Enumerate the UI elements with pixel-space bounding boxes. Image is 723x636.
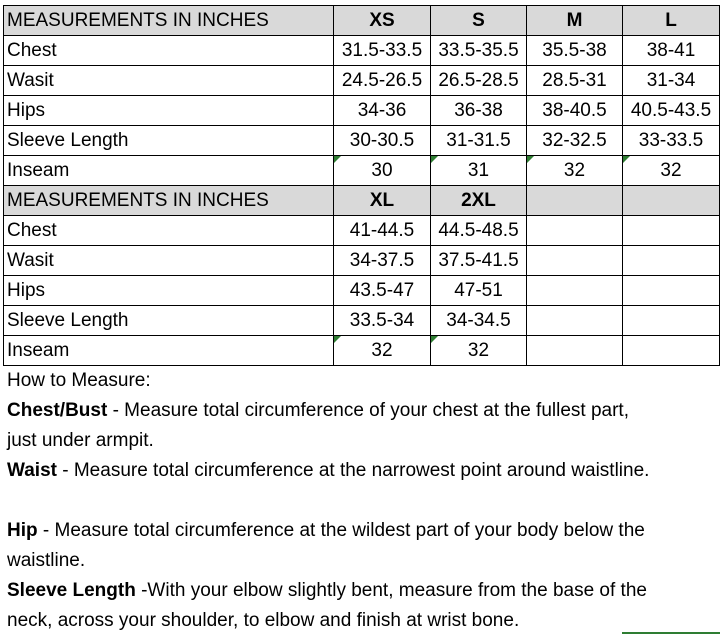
measurements-header: MEASUREMENTS IN INCHES <box>4 6 334 36</box>
cell-value <box>623 276 720 306</box>
size-header-s: S <box>431 6 527 36</box>
guide-term: Hip <box>7 520 38 541</box>
cell-value: 32 <box>334 336 431 366</box>
row-label: Inseam <box>4 156 334 186</box>
size-header-row <box>4 6 720 36</box>
row-label: Sleeve Length <box>4 306 334 336</box>
cell-value: 40.5-43.5 <box>623 96 720 126</box>
guide-chest-cont: just under armpit. <box>7 430 154 451</box>
size-header-xl: XL <box>334 186 431 216</box>
number-as-text-marker-icon <box>431 156 438 163</box>
cell-value: 31.5-33.5 <box>334 36 431 66</box>
guide-waist: Waist - Measure total circumference at the narrowest point around waistline. <box>7 460 650 481</box>
row-label: Wasit <box>4 246 334 276</box>
spacer <box>7 486 719 516</box>
cell-value: 33.5-34 <box>334 306 431 336</box>
table-row <box>4 66 720 96</box>
table-row <box>4 36 720 66</box>
size-chart-table <box>3 5 720 366</box>
row-label: Sleeve Length <box>4 126 334 156</box>
guide-sleeve-cont: neck, across your shoulder, to elbow and finish at wrist bone. <box>7 610 520 631</box>
cell-value <box>527 306 623 336</box>
guide-sleeve: Sleeve Length -With your elbow slightly bent, measure from the base of the <box>7 580 647 601</box>
cell-value: 28.5-31 <box>527 66 623 96</box>
table-row <box>4 96 720 126</box>
cell-value: 36-38 <box>431 96 527 126</box>
number-as-text-marker-icon <box>334 156 341 163</box>
cell-value: 38-41 <box>623 36 720 66</box>
cell-value: 31-31.5 <box>431 126 527 156</box>
size-header-empty <box>623 186 720 216</box>
number-as-text-marker-icon <box>623 156 630 163</box>
cell-value: 32 <box>527 156 623 186</box>
row-label: Inseam <box>4 336 334 366</box>
cell-value: 41-44.5 <box>334 216 431 246</box>
cell-value: 44.5-48.5 <box>431 216 527 246</box>
cell-value: 47-51 <box>431 276 527 306</box>
table-row <box>4 156 720 186</box>
number-as-text-marker-icon <box>431 336 438 343</box>
cell-value <box>623 216 720 246</box>
cell-value <box>623 336 720 366</box>
cell-value: 34-36 <box>334 96 431 126</box>
cell-value <box>623 306 720 336</box>
size-header-m: M <box>527 6 623 36</box>
cell-value: 34-34.5 <box>431 306 527 336</box>
row-label: Hips <box>4 276 334 306</box>
cell-value: 33.5-35.5 <box>431 36 527 66</box>
guide-title: How to Measure: <box>7 370 151 391</box>
table-row <box>4 306 720 336</box>
table-row <box>4 126 720 156</box>
guide-chest: Chest/Bust - Measure total circumference of your chest at the fullest part, <box>7 400 629 421</box>
cell-value: 35.5-38 <box>527 36 623 66</box>
cell-value: 24.5-26.5 <box>334 66 431 96</box>
selection-edge <box>622 632 720 634</box>
cell-value <box>527 276 623 306</box>
cell-value: 30-30.5 <box>334 126 431 156</box>
cell-value: 32 <box>623 156 720 186</box>
cell-value: 37.5-41.5 <box>431 246 527 276</box>
size-header-l: L <box>623 6 720 36</box>
cell-value: 43.5-47 <box>334 276 431 306</box>
cell-value: 31 <box>431 156 527 186</box>
size-header-2xl: 2XL <box>431 186 527 216</box>
cell-value: 32-32.5 <box>527 126 623 156</box>
row-label: Chest <box>4 36 334 66</box>
guide-hip-cont: waistline. <box>7 550 86 571</box>
row-label: Chest <box>4 216 334 246</box>
guide-hip: Hip - Measure total circumference at the wildest part of your body below the <box>7 520 645 541</box>
cell-value <box>527 336 623 366</box>
row-label: Wasit <box>4 66 334 96</box>
cell-value: 33-33.5 <box>623 126 720 156</box>
cell-value <box>527 216 623 246</box>
measurements-header: MEASUREMENTS IN INCHES <box>4 186 334 216</box>
cell-value: 34-37.5 <box>334 246 431 276</box>
cell-value: 30 <box>334 156 431 186</box>
cell-value: 26.5-28.5 <box>431 66 527 96</box>
number-as-text-marker-icon <box>527 156 534 163</box>
measuring-guide <box>7 366 719 636</box>
row-label: Hips <box>4 96 334 126</box>
guide-term: Chest/Bust <box>7 400 108 421</box>
table-row <box>4 216 720 246</box>
table-row <box>4 336 720 366</box>
cell-value: 38-40.5 <box>527 96 623 126</box>
guide-term: Sleeve Length <box>7 580 136 601</box>
cell-value <box>527 246 623 276</box>
guide-term: Waist <box>7 460 57 481</box>
cell-value <box>623 246 720 276</box>
table-row <box>4 246 720 276</box>
size-header-xs: XS <box>334 6 431 36</box>
cell-value: 31-34 <box>623 66 720 96</box>
number-as-text-marker-icon <box>334 336 341 343</box>
cell-value: 32 <box>431 336 527 366</box>
size-header-row <box>4 186 720 216</box>
size-header-empty <box>527 186 623 216</box>
table-row <box>4 276 720 306</box>
